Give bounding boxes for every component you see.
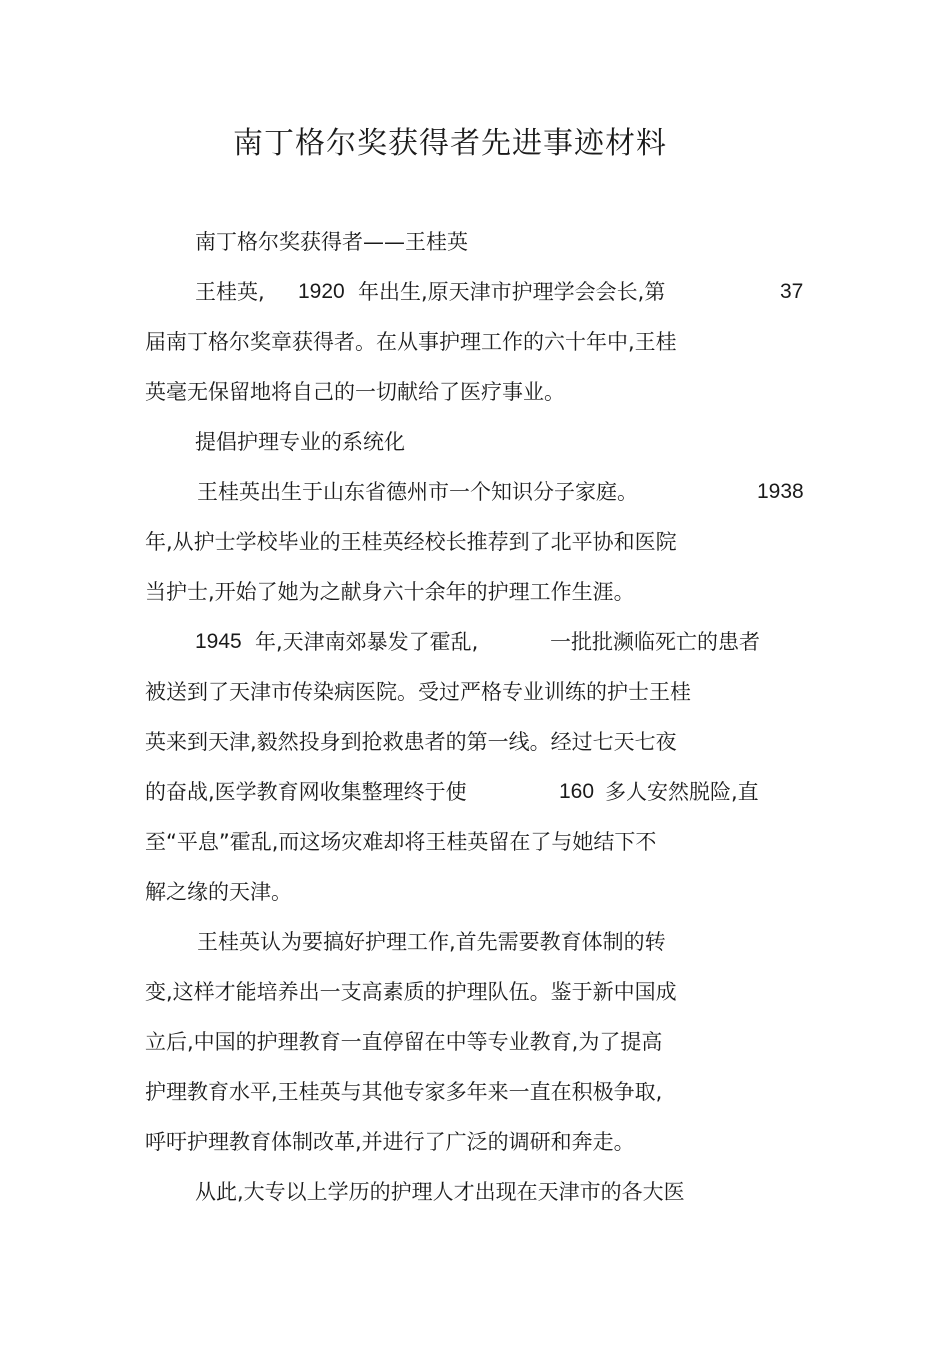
para3-year: 1945	[195, 630, 242, 653]
para3-line5: 至“平息”霍乱,而这场灾难却将王桂英留在了与她结下不	[145, 830, 657, 854]
para4-line1: 王桂英认为要搞好护理工作,首先需要教育体制的转	[197, 930, 666, 954]
para1-line2: 届南丁格尔奖章获得者。在从事护理工作的六十年中,王桂	[145, 330, 677, 354]
para2-line1-a: 王桂英出生于山东省德州市一个知识分子家庭。	[197, 480, 638, 504]
para2-line2: 年,从护士学校毕业的王桂英经校长推荐到了北平协和医院	[145, 530, 677, 554]
para3-line1-c: 一批批濒临死亡的患者	[550, 630, 760, 654]
para3-line4-c: 多人安然脱险,直	[605, 780, 759, 804]
para1-year: 1920	[298, 280, 345, 303]
para4-line2: 变,这样才能培养出一支高素质的护理队伍。鉴于新中国成	[145, 980, 677, 1004]
para3-line1-b: 年,天津南郊暴发了霍乱,	[255, 630, 479, 654]
document-title: 南丁格尔奖获得者先进事迹材料	[233, 126, 667, 161]
para1-number: 37	[780, 280, 804, 303]
para5-line1: 从此,大专以上学历的护理人才出现在天津市的各大医	[195, 1180, 685, 1204]
para1-line1-a: 王桂英,	[195, 280, 265, 304]
para3-line2: 被送到了天津市传染病医院。受过严格专业训练的护士王桂	[145, 680, 691, 704]
para4-line3: 立后,中国的护理教育一直停留在中等专业教育,为了提高	[145, 1030, 663, 1054]
para2-year: 1938	[757, 480, 804, 503]
para3-line6: 解之缘的天津。	[145, 880, 292, 904]
para4-line4: 护理教育水平,王桂英与其他专家多年来一直在积极争取,	[145, 1080, 663, 1104]
para3-number: 160	[559, 780, 595, 803]
para4-line5: 呼吁护理教育体制改革,并进行了广泛的调研和奔走。	[145, 1130, 635, 1154]
para1-line1-c: 年出生,原天津市护理学会会长,第	[358, 280, 666, 304]
section-heading: 提倡护理专业的系统化	[195, 430, 405, 454]
para3-line3: 英来到天津,毅然投身到抢救患者的第一线。经过七天七夜	[145, 730, 677, 754]
subtitle: 南丁格尔奖获得者——王桂英	[195, 230, 468, 254]
para1-line3: 英毫无保留地将自己的一切献给了医疗事业。	[145, 380, 565, 404]
para2-line3: 当护士,开始了她为之献身六十余年的护理工作生涯。	[145, 580, 635, 604]
para3-line4-a: 的奋战,医学教育网收集整理终于使	[145, 780, 467, 804]
